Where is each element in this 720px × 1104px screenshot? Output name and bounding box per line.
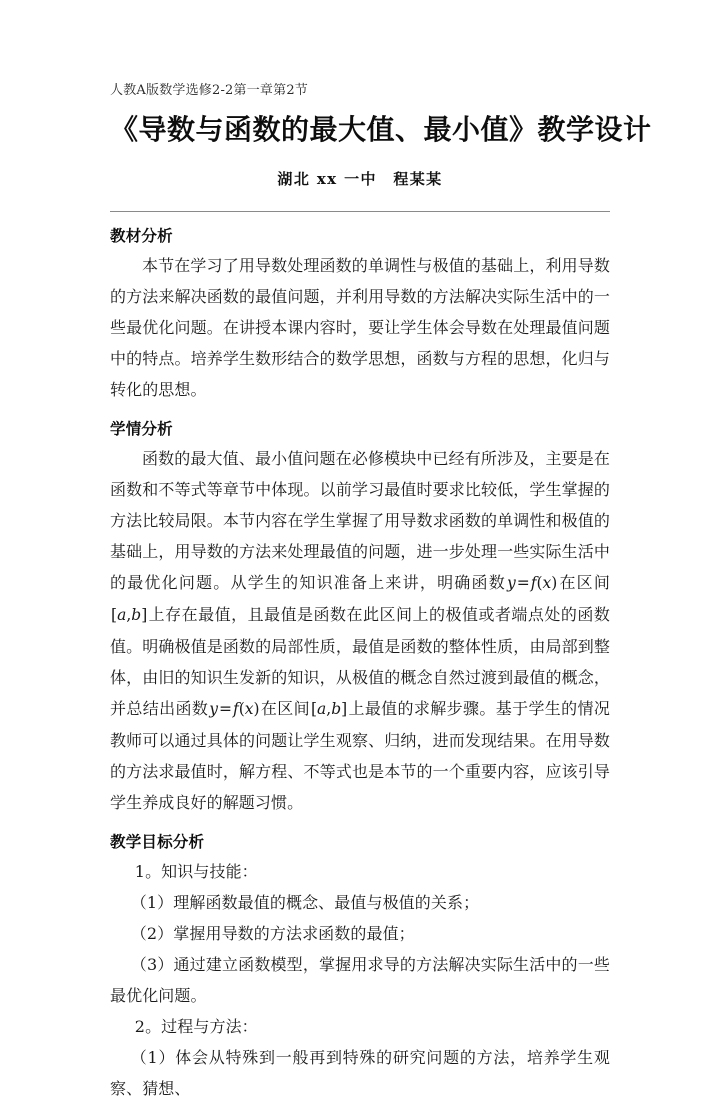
section-paragraph: 本节在学习了用导数处理函数的单调性与极值的基础上，利用导数的方法来解决函数的最值问题，并利用导数的方法解决实际生活中的一些最优化问题。在讲授本课内容时，要让学生体会导数在处理最值问题中的特点。培养学生数形结合的数学思想，函数与方程的思想，化归与转化的思想。 (110, 255, 610, 399)
list-item: （2）掌握用导数的方法求函数的最值； (130, 923, 415, 943)
math-var-x: x (244, 699, 254, 718)
list-item: 1。知识与技能： (134, 861, 258, 881)
paragraph-text-part: 在区间 (260, 698, 310, 718)
math-comma: , (126, 605, 132, 624)
math-var-y: y (506, 573, 516, 592)
section-heading-jiaoxue-mubiao-fenxi: 教学目标分析 (110, 831, 205, 851)
math-expression-function (506, 574, 558, 592)
math-bracket-close: ] (141, 605, 148, 624)
math-operator-equals: = (218, 699, 232, 718)
paragraph-text-part: 函数的最大值、最小值问题在必修模块中已经有所涉及，主要是在函数和不等式等章节中体现。以前学习最值时要求比较低，学生掌握的方法比较局限。本节内容在学生掌握了用导数求函数的单调性和极值的基础上，用导数的方法来处理最值的问题，进一步处理一些实际生活中的最优化问题。从学生的知识准备上来讲，明确函数 (110, 448, 610, 592)
math-var-a: a (117, 605, 127, 624)
math-paren-close: ) (253, 699, 260, 718)
document-byline: 湖北 xx 一中 程某某 (277, 169, 443, 188)
math-var-b: b (331, 699, 342, 718)
math-func-f: f (232, 699, 239, 718)
math-expression-function (208, 700, 260, 718)
math-var-b: b (131, 605, 142, 624)
math-bracket-close: ] (341, 699, 348, 718)
math-comma: , (326, 699, 332, 718)
section-heading-jiaocai-fenxi: 教材分析 (110, 225, 173, 245)
paragraph-text-part: 上最值的求解步骤。基于学生的情况教师可以通过具体的问题让学生观察、归纳，进而发现结果。在用导数的方法求最值时，解方程、不等式也是本节的一个重要内容，应该引导学生养成良好的解题习惯。 (110, 698, 610, 812)
paragraph-text-part: 上存在最值，且最值是函数在此区间上的极值或者端点处的函数值。明确极值是函数的局部性质，最值是函数的整体性质，由局部到整体，由旧的知识生发新的知识，从极值的概念自然过渡到最值的概念，并总结出函数 (110, 604, 610, 718)
list-item: （1）理解函数最值的概念、最值与极值的关系； (130, 892, 480, 912)
math-paren-close: ) (551, 573, 558, 592)
paragraph-text-part: 在区间 (558, 572, 610, 592)
math-operator-equals: = (516, 573, 530, 592)
math-bracket-open: [ (310, 699, 317, 718)
math-expression-interval (110, 606, 148, 624)
math-var-y: y (209, 699, 218, 718)
page-content (110, 0, 652, 1104)
math-bracket-open: [ (111, 605, 118, 624)
math-expression-interval (310, 700, 348, 718)
list-item: （1）体会从特殊到一般再到特殊的研究问题的方法，培养学生观察、猜想、 (110, 1047, 610, 1098)
math-var-a: a (317, 699, 327, 718)
header-divider (110, 211, 610, 212)
math-var-x: x (542, 573, 552, 592)
list-item: （3）通过建立函数模型，掌握用求导的方法解决实际生活中的一些最优化问题。 (110, 954, 610, 1005)
section-paragraph (110, 443, 610, 818)
section-heading-xueqing-fenxi: 学情分析 (110, 418, 173, 438)
list-item: 2。过程与方法： (134, 1016, 258, 1036)
math-paren-open: ( (238, 699, 245, 718)
math-func-f: f (530, 573, 537, 592)
document-kicker: 人教A版数学选修2-2第一章第2节 (110, 83, 308, 98)
page-title: 《导数与函数的最大值、最小值》教学设计 (110, 113, 652, 146)
math-paren-open: ( (536, 573, 543, 592)
